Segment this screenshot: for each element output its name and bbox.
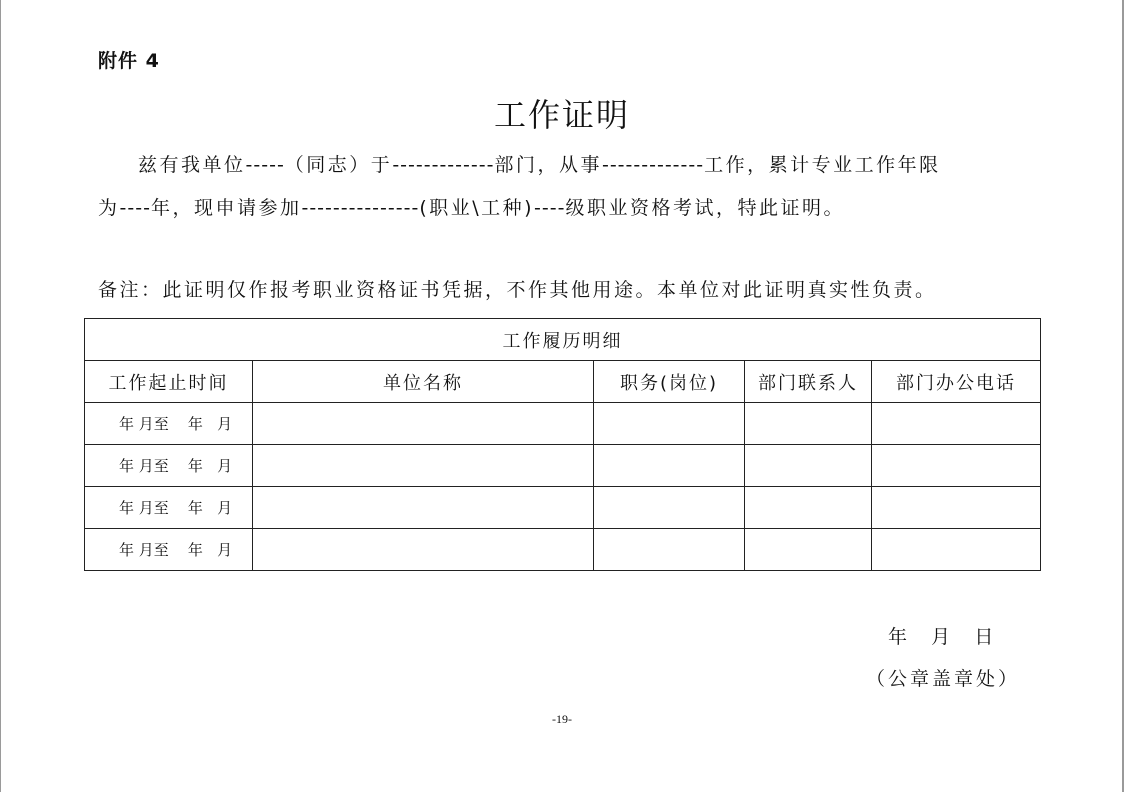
cell-position	[594, 445, 745, 487]
cell-employer-name	[253, 487, 594, 529]
blank-department: -------------	[392, 154, 495, 176]
table-caption: 工作履历明细	[85, 319, 1041, 361]
cell-position	[594, 403, 745, 445]
body-text: 工作，累计专业工作年限	[704, 154, 941, 176]
cell-department-phone	[872, 487, 1041, 529]
seal-placement-note: （公章盖章处）	[866, 668, 1021, 690]
body-text: (职业\工种)	[419, 197, 535, 219]
body-line-1	[138, 150, 941, 177]
header-employer-name: 单位名称	[253, 361, 594, 403]
work-history-table	[84, 318, 1041, 571]
cell-employer-name	[253, 529, 594, 571]
header-department-phone: 部门办公电话	[872, 361, 1041, 403]
cell-department-contact	[745, 403, 872, 445]
header-work-period: 工作起止时间	[85, 361, 253, 403]
cell-department-phone	[872, 445, 1041, 487]
header-position: 职务(岗位)	[594, 361, 745, 403]
cell-department-contact	[745, 487, 872, 529]
table-row	[85, 445, 1041, 487]
blank-name: -----	[245, 154, 285, 176]
cell-department-contact	[745, 445, 872, 487]
body-line-2	[98, 193, 845, 220]
cell-department-phone	[872, 529, 1041, 571]
cell-work-period: 年 月至 年 月	[85, 445, 253, 487]
cell-department-contact	[745, 529, 872, 571]
cell-work-period: 年 月至 年 月	[85, 403, 253, 445]
table-row	[85, 487, 1041, 529]
page-number: -19-	[552, 712, 572, 726]
document-title: 工作证明	[493, 96, 630, 134]
body-text: 为	[98, 197, 120, 219]
attachment-label: 附件 4	[98, 50, 160, 72]
table-row	[85, 529, 1041, 571]
table-header-row	[85, 361, 1041, 403]
header-department-contact: 部门联系人	[745, 361, 872, 403]
cell-work-period: 年 月至 年 月	[85, 487, 253, 529]
body-text: 兹有我单位	[138, 154, 246, 176]
remark-note: 备注：此证明仅作报考职业资格证书凭据，不作其他用途。本单位对此证明真实性负责。	[98, 279, 937, 301]
blank-years: ----	[119, 197, 151, 219]
cell-department-phone	[872, 403, 1041, 445]
date-line: 年 月 日	[888, 626, 994, 648]
cell-employer-name	[253, 403, 594, 445]
blank-occupation: -------------	[601, 154, 705, 176]
cell-work-period: 年 月至 年 月	[85, 529, 253, 571]
cell-employer-name	[253, 445, 594, 487]
cell-position	[594, 529, 745, 571]
body-text: 级职业资格考试，特此证明。	[565, 197, 845, 219]
body-text: 部门，从事	[494, 154, 602, 176]
body-text: （同志）于	[284, 154, 393, 176]
cell-position	[594, 487, 745, 529]
blank-level: ----	[534, 197, 566, 219]
body-text: 年，现申请参加	[150, 197, 302, 219]
table-row	[85, 403, 1041, 445]
blank-exam-name: ---------------	[301, 197, 420, 219]
